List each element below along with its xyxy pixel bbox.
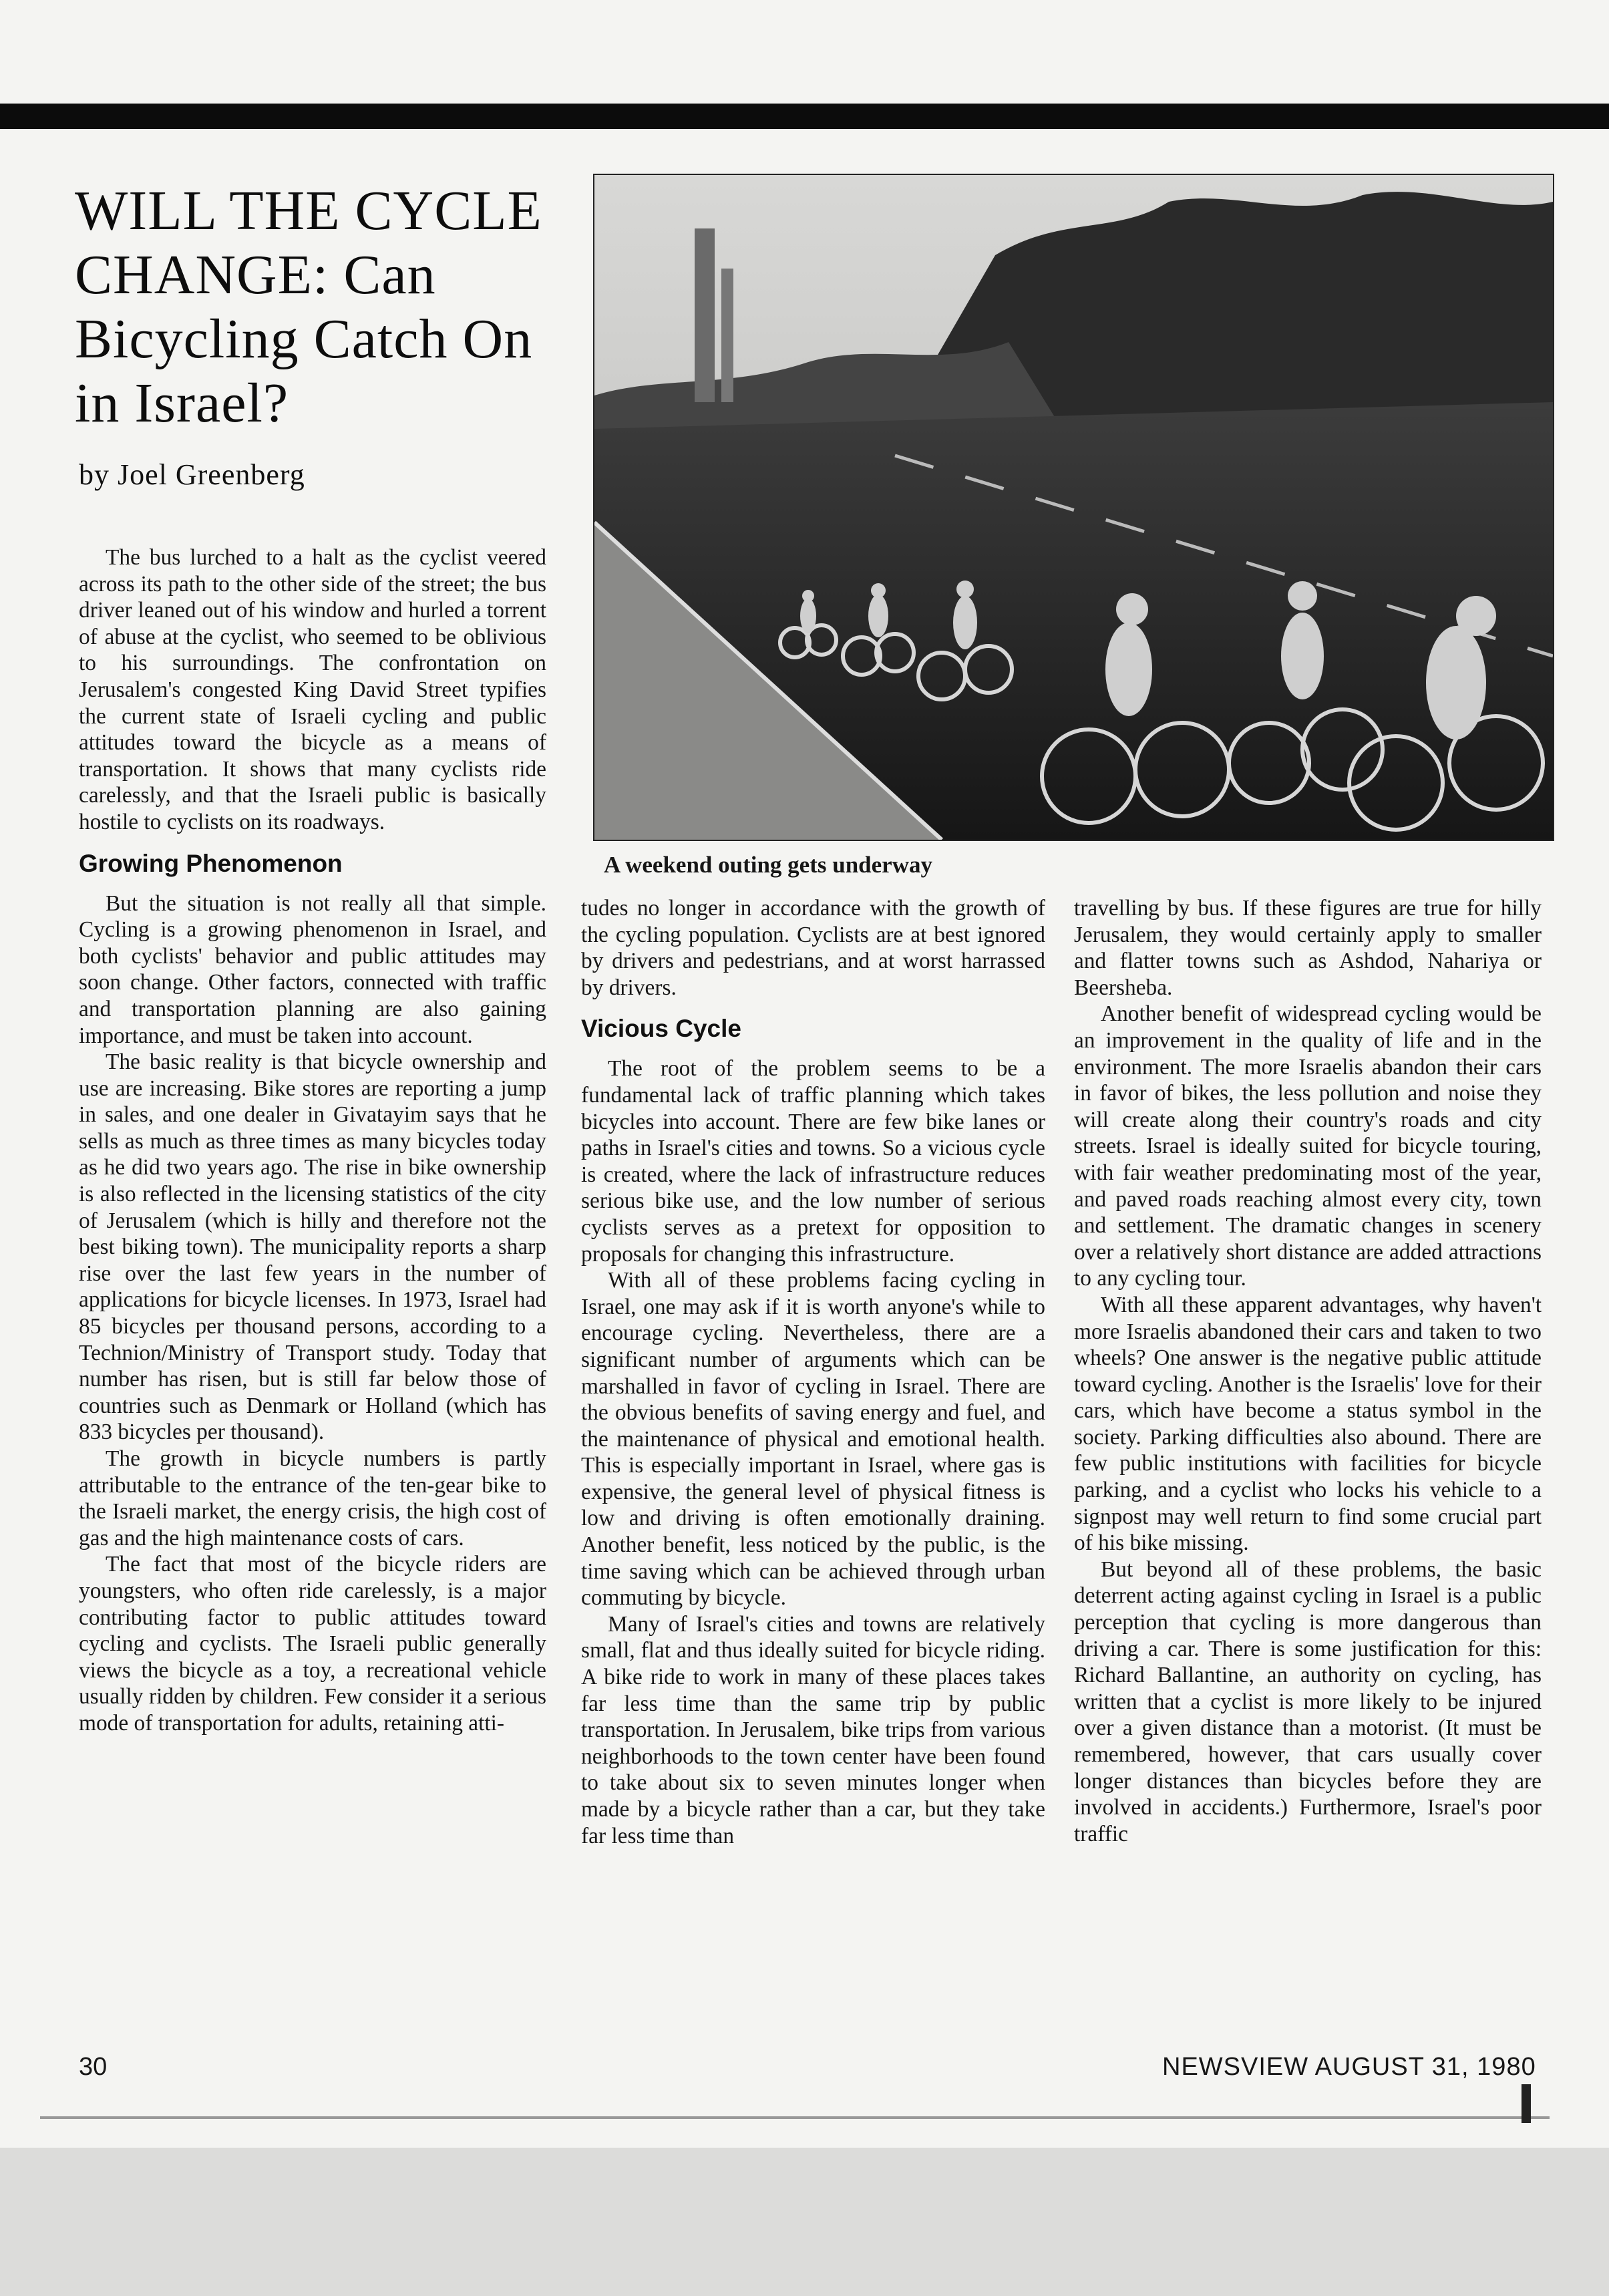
byline: by Joel Greenberg	[79, 458, 305, 491]
top-rule	[0, 104, 1609, 129]
column-3	[1074, 895, 1542, 1847]
section-heading: Vicious Cycle	[581, 1015, 741, 1043]
paragraph: With all of these problems facing cycling in Israel, one may ask if it is worth anyone's while to encourage cycling. Nevertheless, there are a significant number of arguments which can be marshalled in favor of cycling in Israel. There are the obvious benefits of saving energy and fuel, and the maintenance of physical and emotional health. This is especially important in Israel, where gas is expensive, the general level of physical fitness is low and driving is often emotionally draining. Another benefit, less noticed by the public, is the time saving which can be achieved through urban commuting by bicycle.	[581, 1268, 1045, 1611]
publication-footer: NEWSVIEW AUGUST 31, 1980	[1162, 2053, 1536, 2081]
article-title: WILL THE CYCLE CHANGE: Can Bicycling Catch On in Israel?	[75, 180, 542, 434]
scan-bottom-margin	[0, 2148, 1609, 2296]
paragraph: The root of the problem seems to be a fundamental lack of traffic planning which takes bicycles into account. There are few bike lanes or paths in Israel's cities and towns. So a vicious cycle is created, where the lack of infrastructure reduces serious bike use, and the low number of serious cyclists serves as a pretext for opposition to proposals for changing this infrastructure.	[581, 1056, 1045, 1267]
paragraph: But beyond all of these problems, the basic deterrent acting against cycling in Israel is a public perception that cycling is more dangerous than driving a car. There is some justification for this: Richard Ballantine, an authority on cycling, has written that a cyclist is more likely to be injured over a given distance than a motorist. (It must be remembered, however, that cars usually cover longer distances than bicycles before they are involved in accidents.) Furthermore, Israel's poor traffic	[1074, 1556, 1542, 1846]
page-number: 30	[79, 2053, 108, 2081]
paragraph: tudes no longer in accordance with the growth of the cycling population. Cyclists are at best ignored by drivers and pedestrians, and at worst harrassed by drivers.	[581, 896, 1045, 1000]
column-2	[581, 895, 1045, 1849]
cyclists-photo-illustration	[594, 175, 1553, 840]
paragraph: The bus lurched to a halt as the cyclist veered across its path to the other side of the street; the bus driver leaned out of his window and hurled a torrent of abuse at the cyclist, who seemed to be oblivious to his surroundings. The confrontation on Jerusalem's congested King David Street typifies the current state of Israeli cycling and public attitudes toward the bicycle as a means of transportation. It shows that many cyclists ride carelessly, and that the Israeli public is basically hostile to cyclists on its roadways.	[79, 545, 546, 834]
paragraph: The fact that most of the bicycle riders are youngsters, who often ride carelessly, is a major contributing factor to public attitudes toward cycling and cyclists. The Israeli public generally views the bicycle as a toy, a recreational vehicle usually ridden by children. Few consider it a serious mode of transportation for adults, retaining atti-	[79, 1552, 546, 1736]
paragraph: Many of Israel's cities and towns are relatively small, flat and thus ideally suited for bicycle riding. A bike ride to work in many of these places takes far less time than the same trip by public transportation. In Jerusalem, bike trips from various neighborhoods to the town center have been found to take about six to seven minutes longer when made by a bicycle rather than a car, but they take far less time than	[581, 1611, 1045, 1848]
paragraph: travelling by bus. If these figures are true for hilly Jerusalem, they would certainly apply to smaller and flatter towns such as Ashdod, Nahariya or Beersheba.	[1074, 896, 1542, 1000]
column-1	[79, 544, 546, 1737]
paragraph: Another benefit of widespread cycling would be an improvement in the quality of life and in the environment. The more Israelis abandon their cars in favor of bikes, the less pollution and noise they will create along their country's roads and city streets. Israel is ideally suited for bicycle touring, with fair weather predominating most of the year, and paved roads reaching almost every city, town and settlement. The dramatic changes in scenery over a relatively short distance are added attractions to any cycling tour.	[1074, 1001, 1542, 1291]
photo-caption: A weekend outing gets underway	[604, 852, 932, 878]
section-heading: Growing Phenomenon	[79, 849, 343, 877]
paragraph: With all these apparent advantages, why haven't more Israelis abandoned their cars and taken to two wheels? One answer is the negative public attitude toward cycling. Another is the Israelis' love for their cars, which have become a status symbol in the society. Parking difficulties also abound. There are few public institutions with facilities for bicycle parking, and a cyclist who locks his vehicle to a signpost may well return to find some crucial part of his bike missing.	[1074, 1292, 1542, 1556]
article-photo	[593, 174, 1554, 841]
paragraph: But the situation is not really all that simple. Cycling is a growing phenomenon in Israel, and both cyclists' behavior and public attitudes may soon change. Other factors, connected with traffic and transportation planning are also gaining importance, and must be taken into account.	[79, 890, 546, 1048]
scan-mark	[1522, 2084, 1531, 2123]
paragraph: The growth in bicycle numbers is partly attributable to the entrance of the ten-gear bike to the Israeli market, the energy crisis, the high cost of gas and the high maintenance costs of cars.	[79, 1446, 546, 1550]
paragraph: The basic reality is that bicycle ownership and use are increasing. Bike stores are reporting a jump in sales, and one dealer in Givatayim says that he sells as much as three times as many bicycles today as he did two years ago. The rise in bike ownership is also reflected in the licensing statistics of the city of Jerusalem (which is hilly and therefore not the best biking town). The municipality reports a sharp rise over the last few years in the number of applications for bicycle licenses. In 1973, Israel had 85 bicycles per thousand persons, according to a Technion/Ministry of Transport study. Today that number has risen, but is still far below those of countries such as Denmark or Holland (which has 833 bicycles per thousand).	[79, 1049, 546, 1445]
scan-edge-line	[40, 2116, 1550, 2119]
